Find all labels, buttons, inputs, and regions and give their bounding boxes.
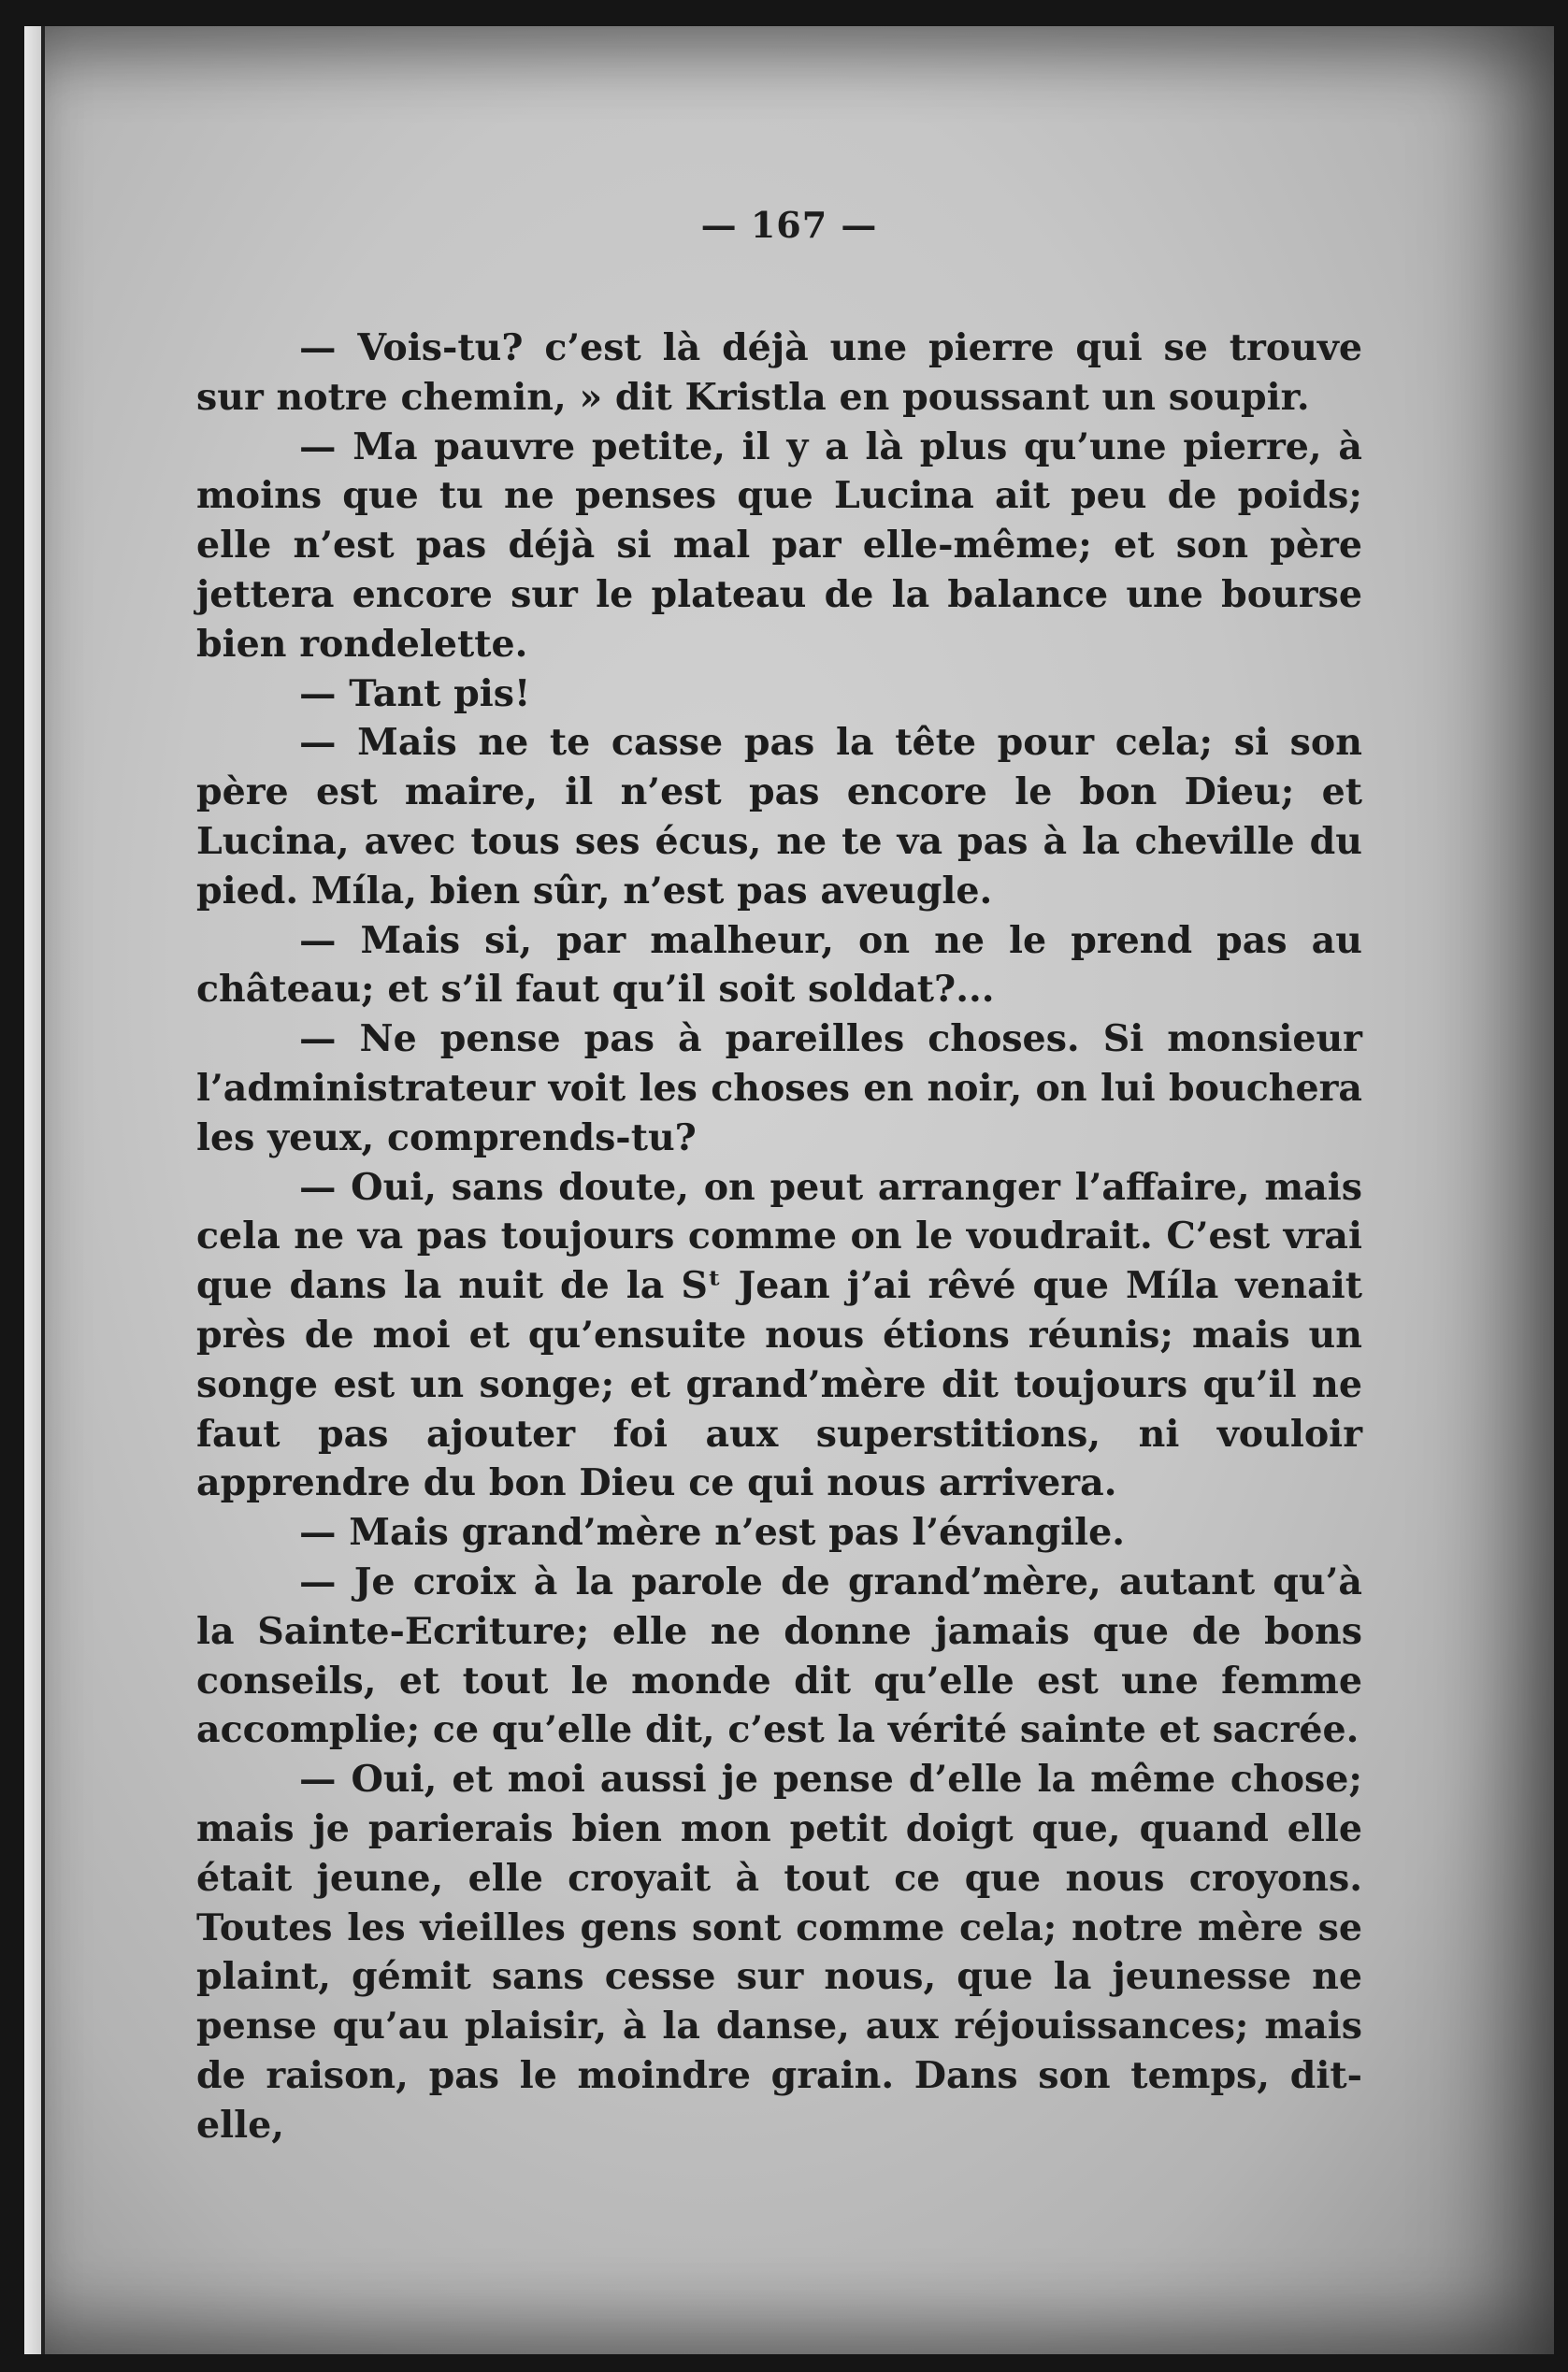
paragraph: — Mais si, par malheur, on ne le prend pas au château; et s’il faut qu’il soit soldat?... [196,918,1362,1012]
paragraph: — Oui, sans doute, on peut arranger l’affaire, mais cela ne va pas toujours comme on le voudrait. C’est vrai que dans la nuit de la Sᵗ Jean j’ai rêvé que Míla venait près de moi et qu’ensuite nous étions réunis; mais un songe est un songe; et grand’mère dit toujours qu’il ne faut pas ajouter foi aux superstitions, ni vouloir apprendre du bon Dieu ce qui nous arrivera. [196,1165,1362,1505]
paragraph: — Ne pense pas à pareilles choses. Si monsieur l’administrateur voit les choses en noir, on lui bouchera les yeux, comprends-tu? [196,1017,1362,1159]
paragraph: — Tant pis! [299,671,531,715]
paragraph: — Mais ne te casse pas la tête pour cela; si son père est maire, il n’est pas encore le bon Dieu; et Lucina, avec tous ses écus, ne te va pas à la cheville du pied. Míla, bien sûr, n’est pas aveugle. [196,721,1362,913]
paragraph: — Oui, et moi aussi je pense d’elle la même chose; mais je parierais bien mon petit doigt que, quand elle était jeune, elle croyait à tout ce que nous croyons. Toutes les vieilles gens sont comme cela; notre mère se plaint, gémit sans cesse sur nous, que la jeunesse ne pense qu’au plaisir, à la danse, aux réjouissances; mais de raison, pas le moindre grain. Dans son temps, dit-elle, [196,1758,1362,2147]
paragraph: — Je croix à la parole de grand’mère, autant qu’à la Sainte-Ecriture; elle ne donne jamais que de bons conseils, et tout le monde dit qu’elle est une femme accomplie; ce qu’elle dit, c’est la vérité sainte et sacrée. [196,1560,1362,1752]
binding-edge [24,26,45,2354]
paragraph: — Mais grand’mère n’est pas l’évangile. [299,1511,1126,1555]
page-text [196,323,1362,2149]
page-number: — 167 — [700,204,878,246]
book-page [24,26,1554,2354]
paragraph: — Vois-tu? c’est là déjà une pierre qui se trouve sur notre chemin, » dit Kristla en poussant un soupir. [196,326,1362,419]
paragraph: — Ma pauvre petite, il y a là plus qu’une pierre, à moins que tu ne penses que Lucina ait peu de poids; elle n’est pas déjà si mal par elle-même; et son père jettera encore sur le plateau de la balance une bourse bien rondelette. [196,424,1362,666]
